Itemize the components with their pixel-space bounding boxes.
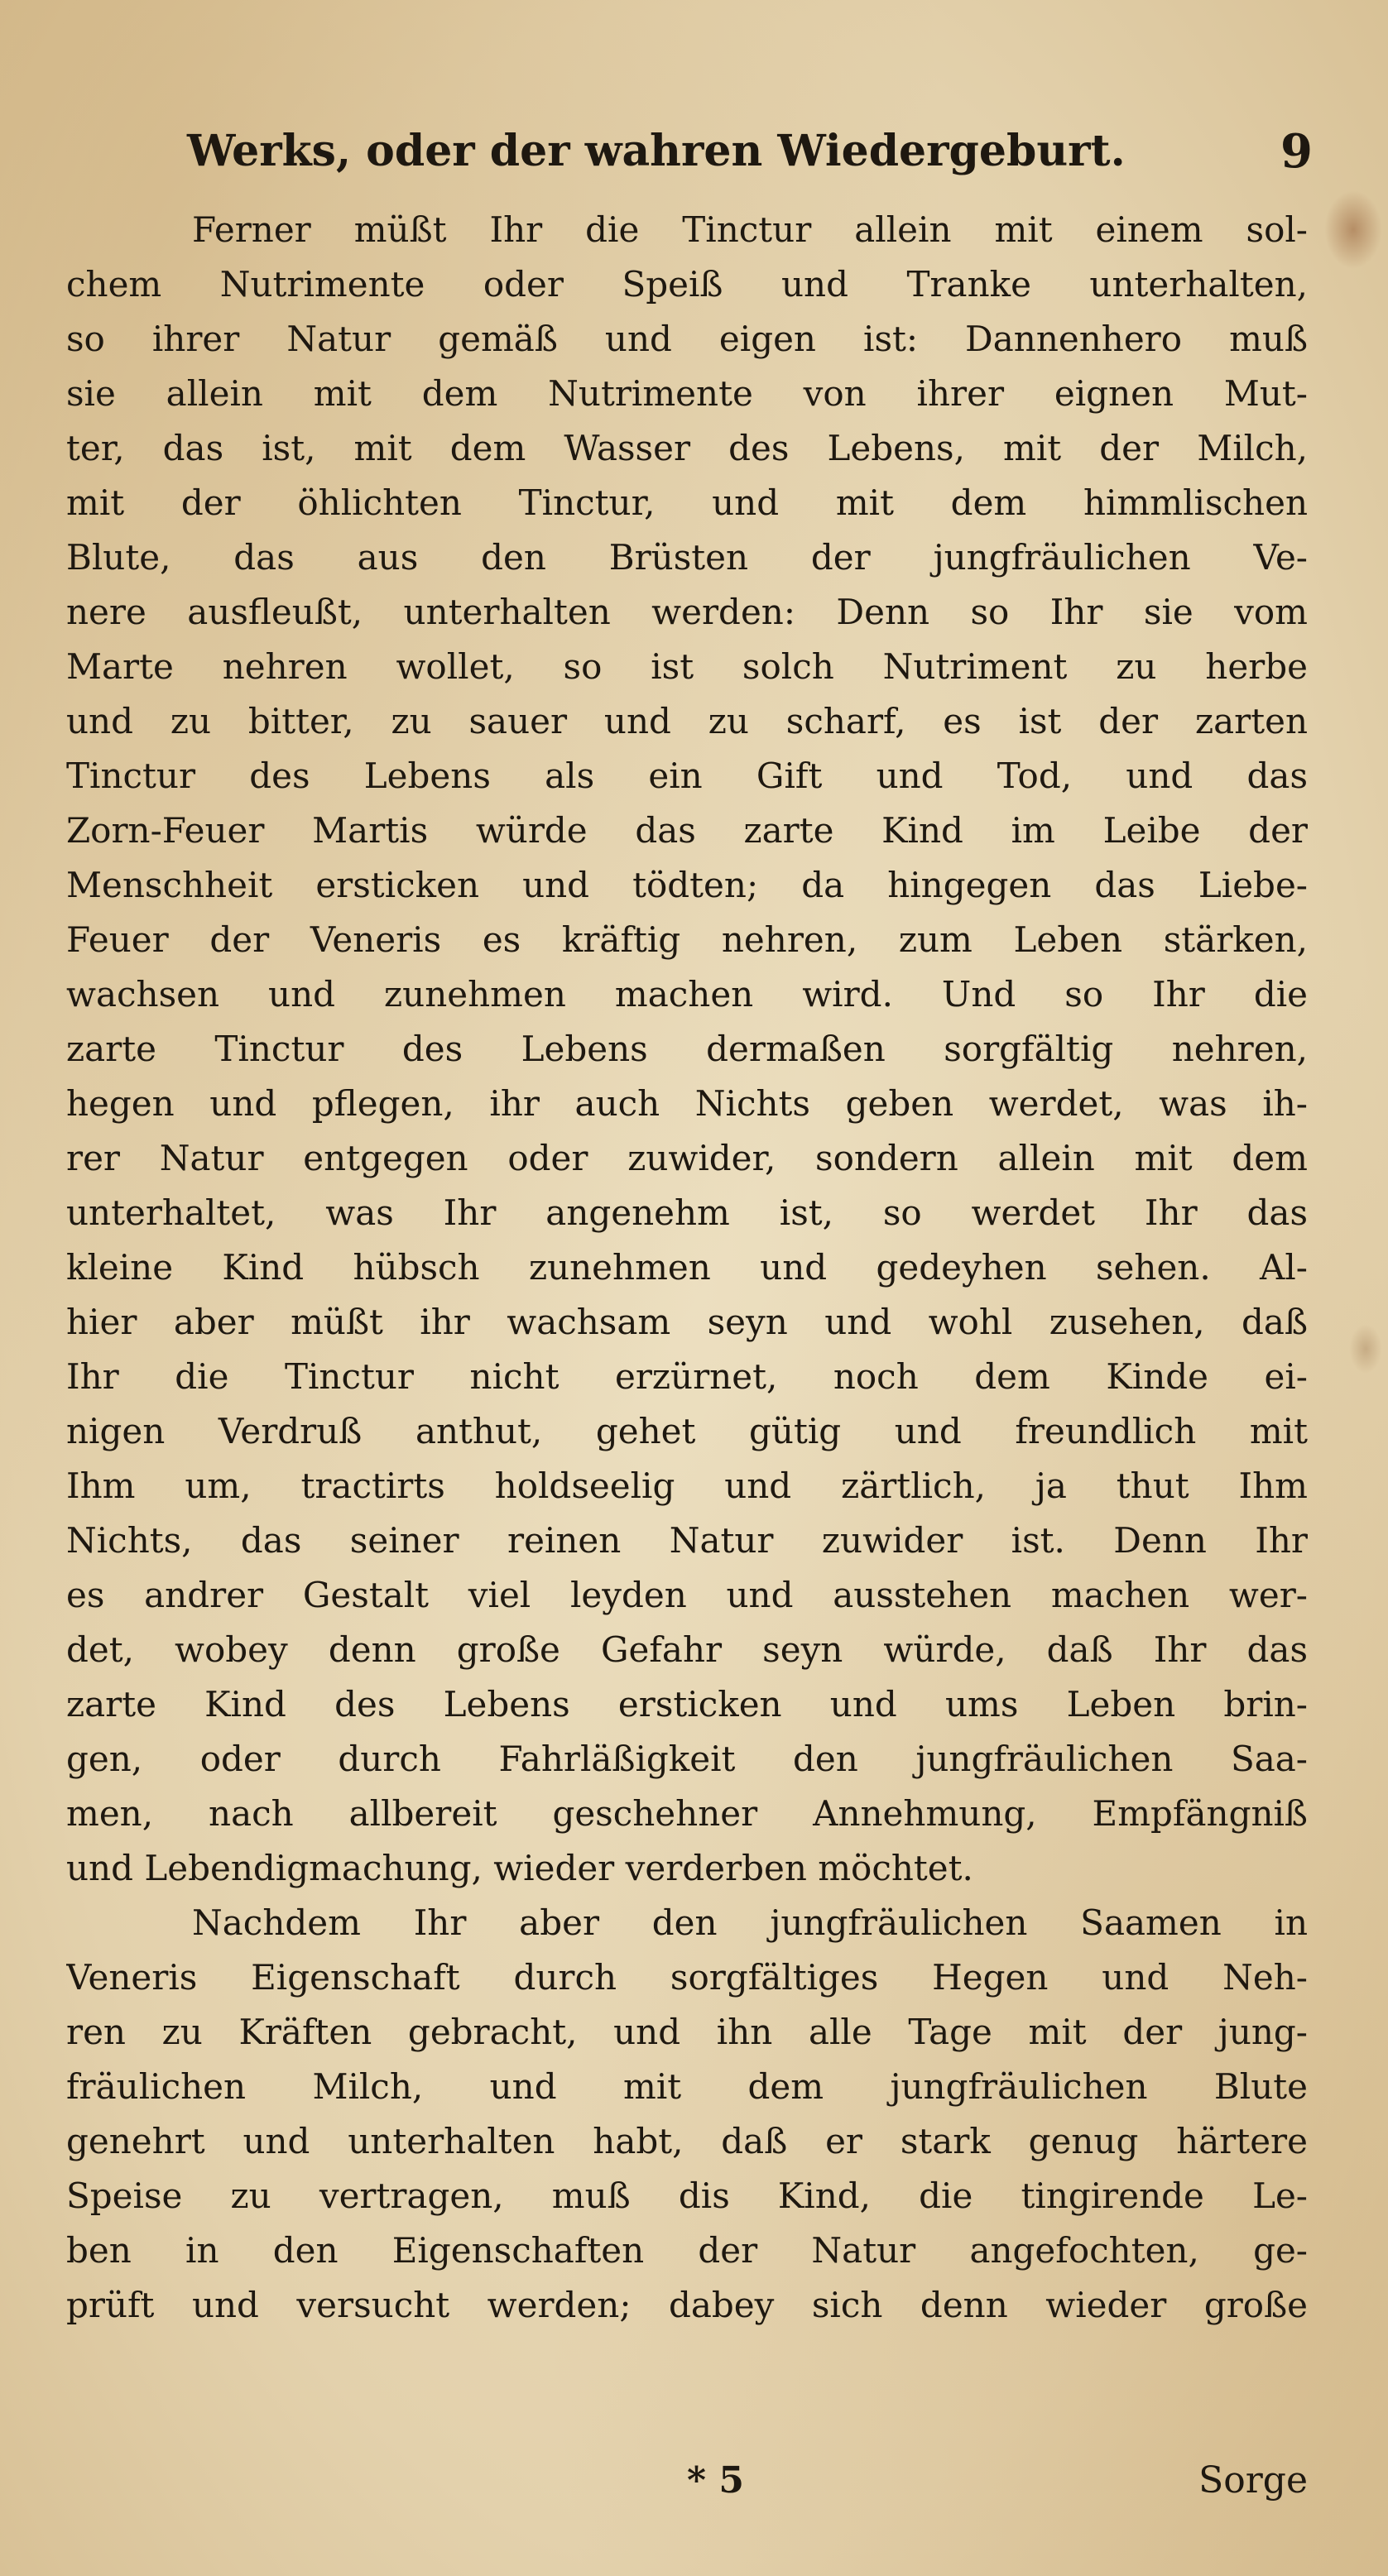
text-line: genehrt und unterhalten habt, daß er stark genug härtere xyxy=(66,2121,1308,2161)
page-footer xyxy=(66,2448,1308,2514)
text-line: Blute, das aus den Brüsten der jungfräulichen Ve- xyxy=(66,537,1308,578)
text-line: Ferner müßt Ihr die Tinctur allein mit einem sol- xyxy=(192,209,1308,250)
text-line: mit der öhlichten Tinctur, und mit dem himmlischen xyxy=(66,482,1308,523)
text-line: ter, das ist, mit dem Wasser des Lebens, mit der Milch, xyxy=(66,428,1308,468)
text-line: unterhaltet, was Ihr angenehm ist, so werdet Ihr das xyxy=(66,1192,1308,1233)
text-line: ren zu Kräften gebracht, und ihn alle Tage mit der jung- xyxy=(66,2012,1308,2052)
text-line: Marte nehren wollet, so ist solch Nutriment zu herbe xyxy=(66,646,1308,687)
text-line: det, wobey denn große Gefahr seyn würde, daß Ihr das xyxy=(66,1629,1308,1670)
text-line: hier aber müßt ihr wachsam seyn und wohl zusehen, daß xyxy=(66,1302,1308,1342)
text-line: und Lebendigmachung, wieder verderben möchtet. xyxy=(66,1848,973,1888)
text-line: und zu bitter, zu sauer und zu scharf, es ist der zarten xyxy=(66,701,1308,741)
text-line: Ihm um, tractirts holdseelig und zärtlich, ja thut Ihm xyxy=(66,1465,1308,1506)
text-line: chem Nutrimente oder Speiß und Tranke unterhalten, xyxy=(66,264,1308,305)
signature-mark: * 5 xyxy=(687,2459,744,2502)
paper-stain xyxy=(1349,1324,1382,1374)
text-line: nigen Verdruß anthut, gehet gütig und freundlich mit xyxy=(66,1411,1308,1451)
text-line: kleine Kind hübsch zunehmen und gedeyhen sehen. Al- xyxy=(66,1247,1308,1288)
text-line: rer Natur entgegen oder zuwider, sondern allein mit dem xyxy=(66,1138,1308,1178)
text-line: Feuer der Veneris es kräftig nehren, zum Leben stärken, xyxy=(66,919,1308,960)
text-line: Nichts, das seiner reinen Natur zuwider ist. Denn Ihr xyxy=(66,1520,1308,1561)
text-line: prüft und versucht werden; dabey sich denn wieder große xyxy=(66,2285,1308,2325)
paper-stain xyxy=(1324,190,1382,269)
catchword: Sorge xyxy=(1198,2459,1308,2502)
text-line: so ihrer Natur gemäß und eigen ist: Dannenhero muß xyxy=(66,319,1308,359)
text-line: Zorn-Feuer Martis würde das zarte Kind im Leibe der xyxy=(66,810,1308,851)
text-line: gen, oder durch Fahrläßigkeit den jungfräulichen Saa- xyxy=(66,1739,1308,1779)
text-line: wachsen und zunehmen machen wird. Und so Ihr die xyxy=(66,974,1308,1015)
text-line: nere ausfleußt, unterhalten werden: Denn so Ihr sie vom xyxy=(66,592,1308,632)
text-line: Veneris Eigenschaft durch sorgfältiges Hegen und Neh- xyxy=(66,1957,1308,1998)
running-title: Werks, oder der wahren Wiedergeburt. xyxy=(187,126,1126,176)
text-line: zarte Tinctur des Lebens dermaßen sorgfältig nehren, xyxy=(66,1029,1308,1069)
text-line: hegen und pflegen, ihr auch Nichts geben werdet, was ih- xyxy=(66,1083,1308,1124)
text-line: sie allein mit dem Nutrimente von ihrer eignen Mut- xyxy=(66,373,1308,414)
text-line: Nachdem Ihr aber den jungfräulichen Saamen in xyxy=(192,1902,1308,1943)
page-header xyxy=(187,114,1313,189)
text-line: men, nach allbereit geschehner Annehmung, Empfängniß xyxy=(66,1793,1308,1834)
text-line: zarte Kind des Lebens ersticken und ums Leben brin- xyxy=(66,1684,1308,1725)
text-line: Tinctur des Lebens als ein Gift und Tod, und das xyxy=(66,756,1308,796)
text-line: fräulichen Milch, und mit dem jungfräulichen Blute xyxy=(66,2066,1308,2107)
page-number: 9 xyxy=(1280,124,1313,179)
text-line: Ihr die Tinctur nicht erzürnet, noch dem Kinde ei- xyxy=(66,1356,1308,1397)
text-line: es andrer Gestalt viel leyden und ausstehen machen wer- xyxy=(66,1575,1308,1615)
text-line: Menschheit ersticken und tödten; da hingegen das Liebe- xyxy=(66,865,1308,905)
text-body xyxy=(66,203,1308,2333)
text-line: Speise zu vertragen, muß dis Kind, die tingirende Le- xyxy=(66,2175,1308,2216)
text-line: ben in den Eigenschaften der Natur angefochten, ge- xyxy=(66,2230,1308,2271)
